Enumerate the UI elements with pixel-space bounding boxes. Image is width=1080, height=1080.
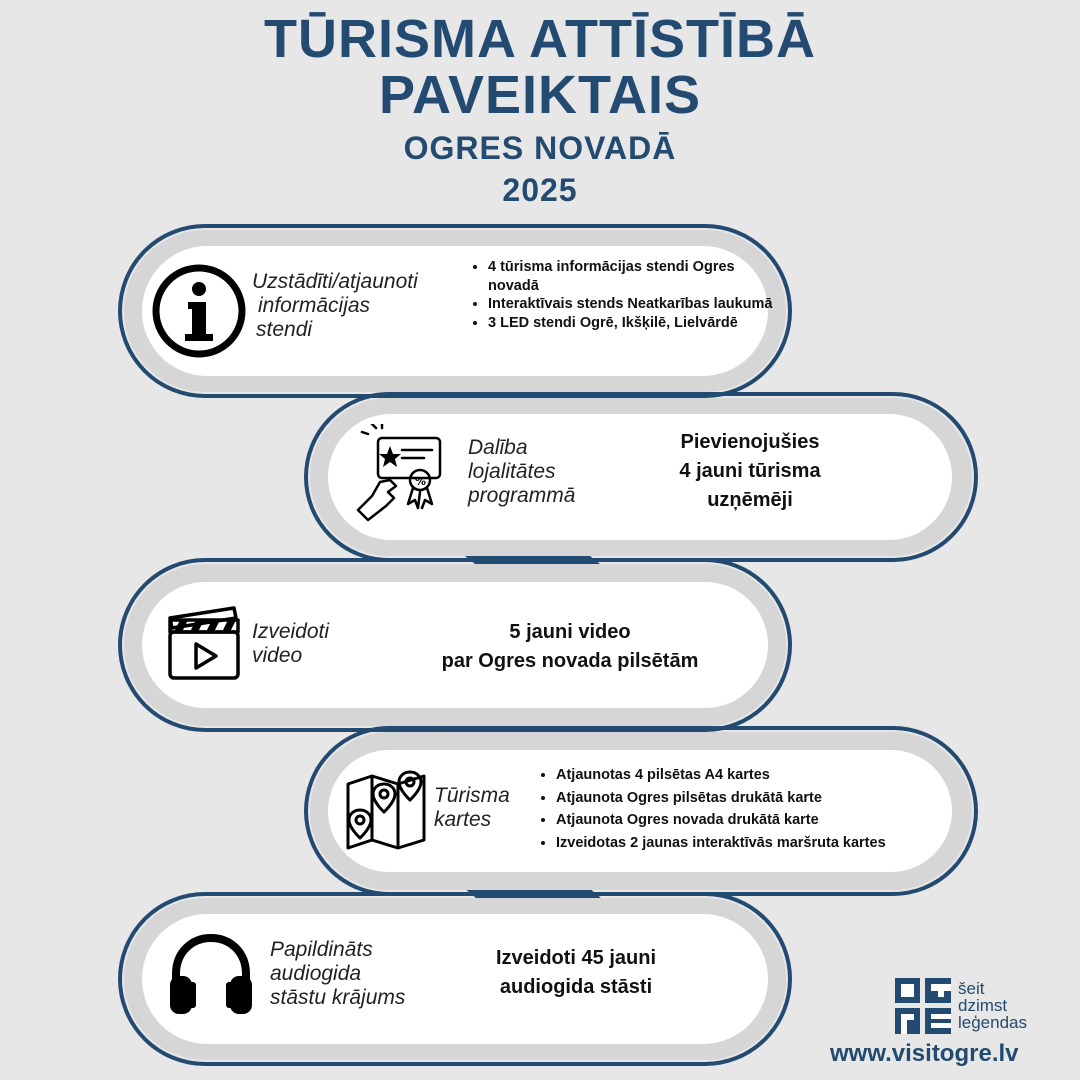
title-line-1: TŪRISMA ATTĪSTĪBĀ — [264, 9, 816, 69]
website-link[interactable]: www.visitogre.lv — [830, 1040, 1019, 1067]
bullet-item: • 3 LED stendi Ogrē, Ikšķilē, Lielvārdē — [488, 314, 778, 333]
bullet-item: • Interaktīvais stends Neatkarības laukumā — [488, 295, 778, 314]
svg-text:%: % — [415, 475, 427, 488]
section-label: Tūrisma kartes — [434, 784, 510, 831]
subtitle-region: OGRES NOVADĀ — [403, 130, 677, 166]
bullet-list — [470, 258, 778, 332]
bullet-item: • Atjaunota Ogres pilsētas drukātā karte — [556, 789, 966, 808]
clapperboard-icon — [166, 606, 242, 682]
result-text: Izveidoti 45 jauni audiogida stāsti — [495, 947, 657, 998]
ogre-logo-icon — [895, 978, 951, 1034]
bullet-item: • Atjaunotas 4 pilsētas A4 kartes — [556, 766, 966, 785]
subtitle-year: 2025 — [502, 172, 578, 208]
bullet-item: • Izveidotas 2 jaunas interaktīvās maršruta kartes — [556, 834, 966, 853]
info-icon — [150, 262, 248, 360]
section-label: Uzstādīti/atjaunoti informācijas stendi — [252, 270, 418, 341]
bullet-item: • 4 tūrisma informācijas stendi Ogres novadā — [488, 258, 778, 295]
result-text: 5 jauni video par Ogres novada pilsētām — [441, 621, 699, 672]
section-label: Papildināts audiogida stāstu krājums — [270, 938, 406, 1009]
loyalty-card-icon — [350, 424, 450, 524]
section-label: Izveidoti video — [252, 620, 330, 667]
section-label: Dalība lojalitātes programmā — [468, 436, 576, 507]
headphones-icon — [166, 930, 256, 1020]
bullet-item: • Atjaunota Ogres novada drukātā karte — [556, 811, 966, 830]
result-text: Pievienojušies 4 jauni tūrisma uzņēmēji — [679, 431, 821, 511]
bullet-list — [538, 766, 966, 852]
map-icon — [344, 770, 428, 854]
slogan: šeit dzimst leģendas — [958, 979, 1028, 1032]
title-line-2: PAVEIKTAIS — [378, 65, 702, 125]
